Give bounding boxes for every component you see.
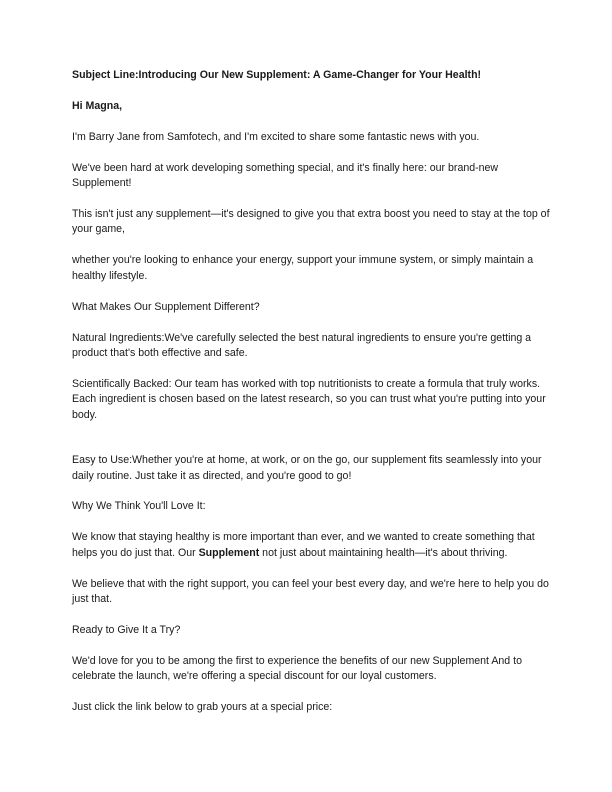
boost-paragraph: This isn't just any supplement—it's designed to give you that extra boost you need to stay at the top of your game, bbox=[72, 208, 550, 236]
natural-ingredients-paragraph: Natural Ingredients:We've carefully selected the best natural ingredients to ensure you're getting a product that's both effective and safe. bbox=[72, 331, 532, 359]
announcement-paragraph: We've been hard at work developing something special, and it's finally here: our brand-new Supplement! bbox=[72, 161, 499, 190]
email-body bbox=[72, 68, 550, 716]
intro-paragraph: I'm Barry Jane from Samfotech, and I'm excited to share some fantastic news with you. bbox=[72, 130, 480, 143]
subject-line: Subject Line:Introducing Our New Supplement: A Game-Changer for Your Health! bbox=[72, 69, 482, 81]
love-heading: Why We Think You'll Love It: bbox=[72, 500, 206, 513]
first-experience-paragraph: We'd love for you to be among the first to experience the benefits of our new Supplement And to celebrate the launch, we're offering a special discount for our loyal customers. bbox=[72, 654, 522, 683]
know-text-before: We know that staying healthy is more important than ever, and we wanted to create something that helps you do just that. Our bbox=[72, 531, 535, 559]
click-link-paragraph: Just click the link below to grab yours at a special price: bbox=[72, 701, 333, 714]
know-text-after: not just about maintaining health—it's about thriving. bbox=[259, 546, 508, 559]
believe-paragraph: We believe that with the right support, you can feel your best every day, and we're here to help you do just that. bbox=[72, 577, 549, 606]
ready-heading: Ready to Give It a Try? bbox=[72, 623, 181, 636]
know-paragraph bbox=[72, 530, 550, 561]
easy-to-use-paragraph: Easy to Use:Whether you're at home, at work, or on the go, our supplement fits seamlessly into your daily routine. Just take it as directed, and you're good to go! bbox=[72, 454, 542, 482]
supplement-bold: Supplement bbox=[198, 546, 260, 559]
whether-paragraph: whether you're looking to enhance your energy, support your immune system, or simply maintain a healthy lifestyle. bbox=[72, 254, 534, 282]
greeting: Hi Magna, bbox=[72, 99, 123, 112]
scientifically-backed-paragraph: Scientifically Backed: Our team has worked with top nutritionists to create a formula that truly works. Each ingredient is chosen based on the latest research, so you can trust what you're putting into your body. bbox=[72, 377, 546, 421]
different-heading: What Makes Our Supplement Different? bbox=[72, 300, 260, 313]
